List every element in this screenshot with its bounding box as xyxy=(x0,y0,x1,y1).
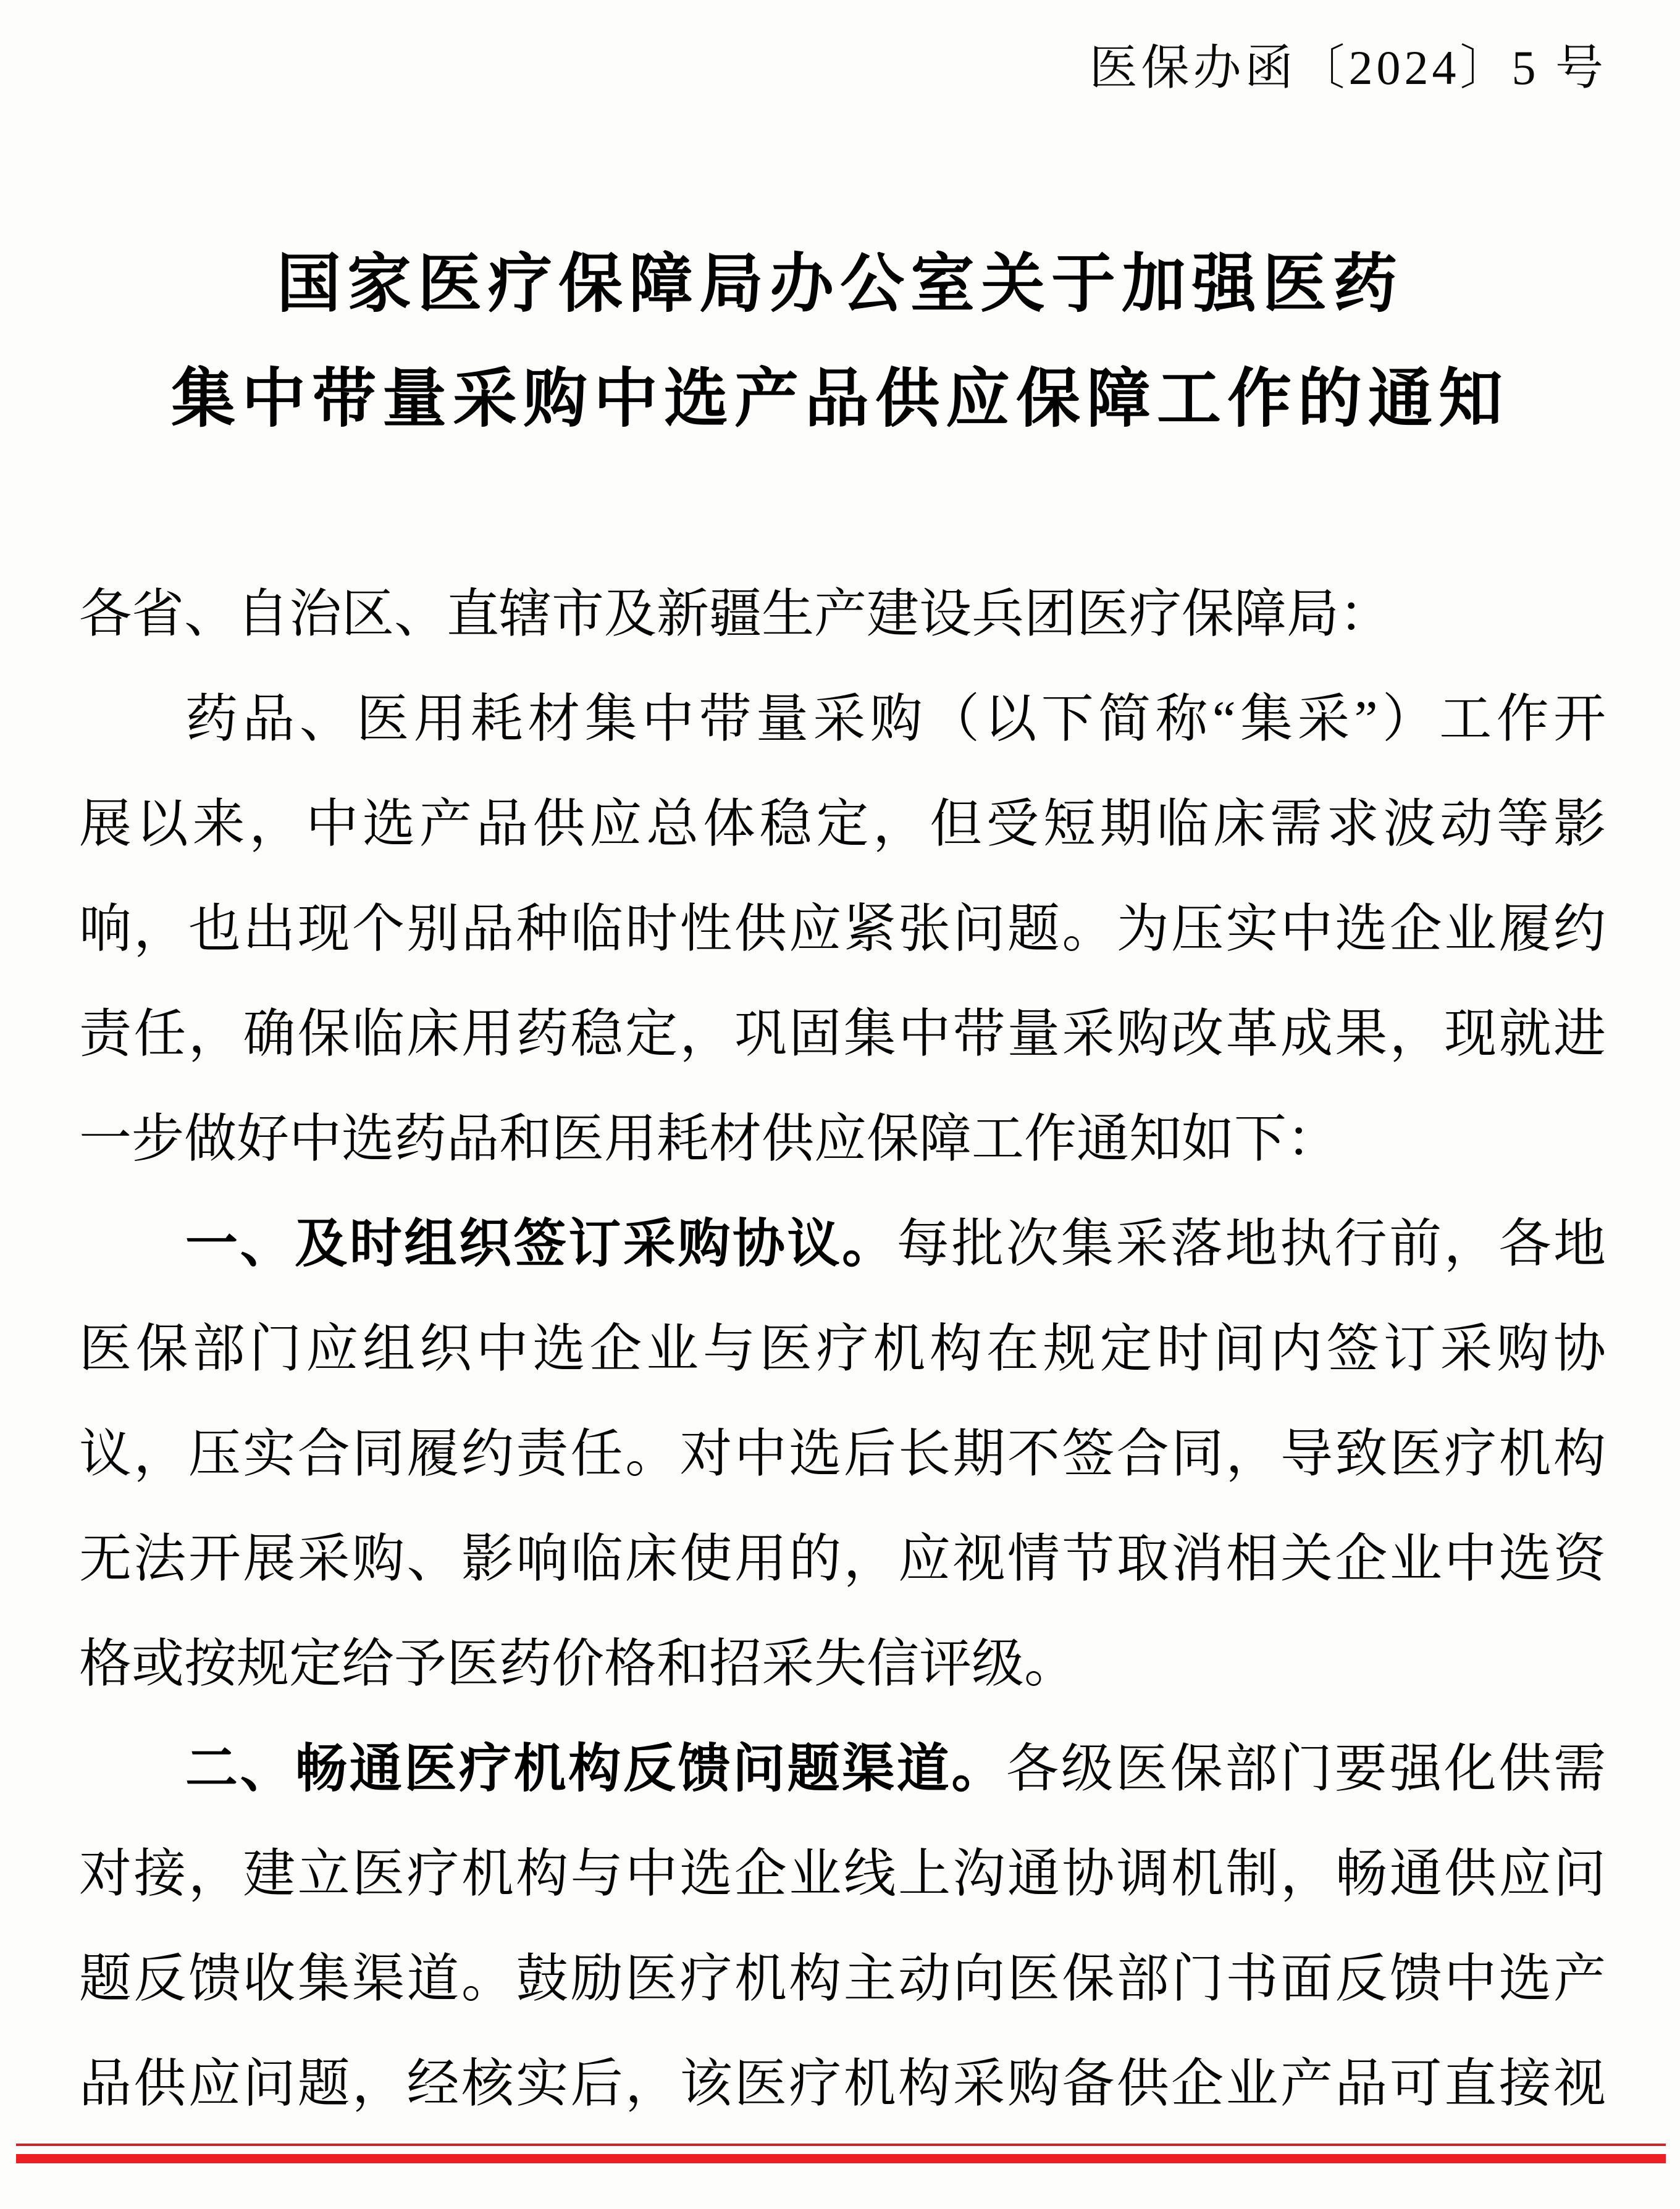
body-line: 格或按规定给予医药价格和招采失信评级。 xyxy=(79,1635,1077,1693)
body-line: 题反馈收集渠道。鼓励医疗机构主动向医保部门书面反馈中选产 xyxy=(79,1950,1606,2008)
body-line: 品供应问题，经核实后，该医疗机构采购备供企业产品可直接视 xyxy=(79,2055,1606,2113)
body-line: 医保部门应组织中选企业与医疗机构在规定时间内签订采购协 xyxy=(79,1320,1606,1378)
doc-body xyxy=(79,562,1606,2137)
footer-divider-thin xyxy=(16,2144,1666,2146)
body-line: 展以来，中选产品供应总体稳定，但受短期临床需求波动等影 xyxy=(79,795,1606,853)
body-line: 议，压实合同履约责任。对中选后长期不签合同，导致医疗机构 xyxy=(79,1425,1606,1483)
doc-number: 医保办函〔2024〕5 号 xyxy=(1089,41,1607,94)
doc-title-line1: 国家医疗保障局办公室关于加强医药 xyxy=(276,249,1403,320)
section-heading: 一、及时组织签订采购协议。 xyxy=(185,1215,897,1273)
doc-title-line2: 集中带量采购中选产品供应保障工作的通知 xyxy=(170,364,1509,435)
body-line: 一、及时组织签订采购协议。每批次集采落地执行前，各地 xyxy=(185,1215,1606,1273)
body-line: 无法开展采购、影响临床使用的，应视情节取消相关企业中选资 xyxy=(79,1530,1606,1588)
body-line: 二、畅通医疗机构反馈问题渠道。各级医保部门要强化供需 xyxy=(185,1740,1606,1798)
body-line: 一步做好中选药品和医用耗材供应保障工作通知如下： xyxy=(79,1110,1340,1168)
section-heading: 二、畅通医疗机构反馈问题渠道。 xyxy=(185,1740,1006,1798)
body-line: 药品、医用耗材集中带量采购（以下简称“集采”）工作开 xyxy=(185,690,1606,748)
doc-title xyxy=(0,227,1680,457)
body-line: 各省、自治区、直辖市及新疆生产建设兵团医疗保障局： xyxy=(79,585,1392,643)
body-line: 责任，确保临床用药稳定，巩固集中带量采购改革成果，现就进 xyxy=(79,1005,1606,1063)
footer-divider-thick xyxy=(16,2154,1666,2163)
body-line: 对接，建立医疗机构与中选企业线上沟通协调机制，畅通供应问 xyxy=(79,1845,1606,1903)
body-line: 响，也出现个别品种临时性供应紧张问题。为压实中选企业履约 xyxy=(79,900,1606,958)
